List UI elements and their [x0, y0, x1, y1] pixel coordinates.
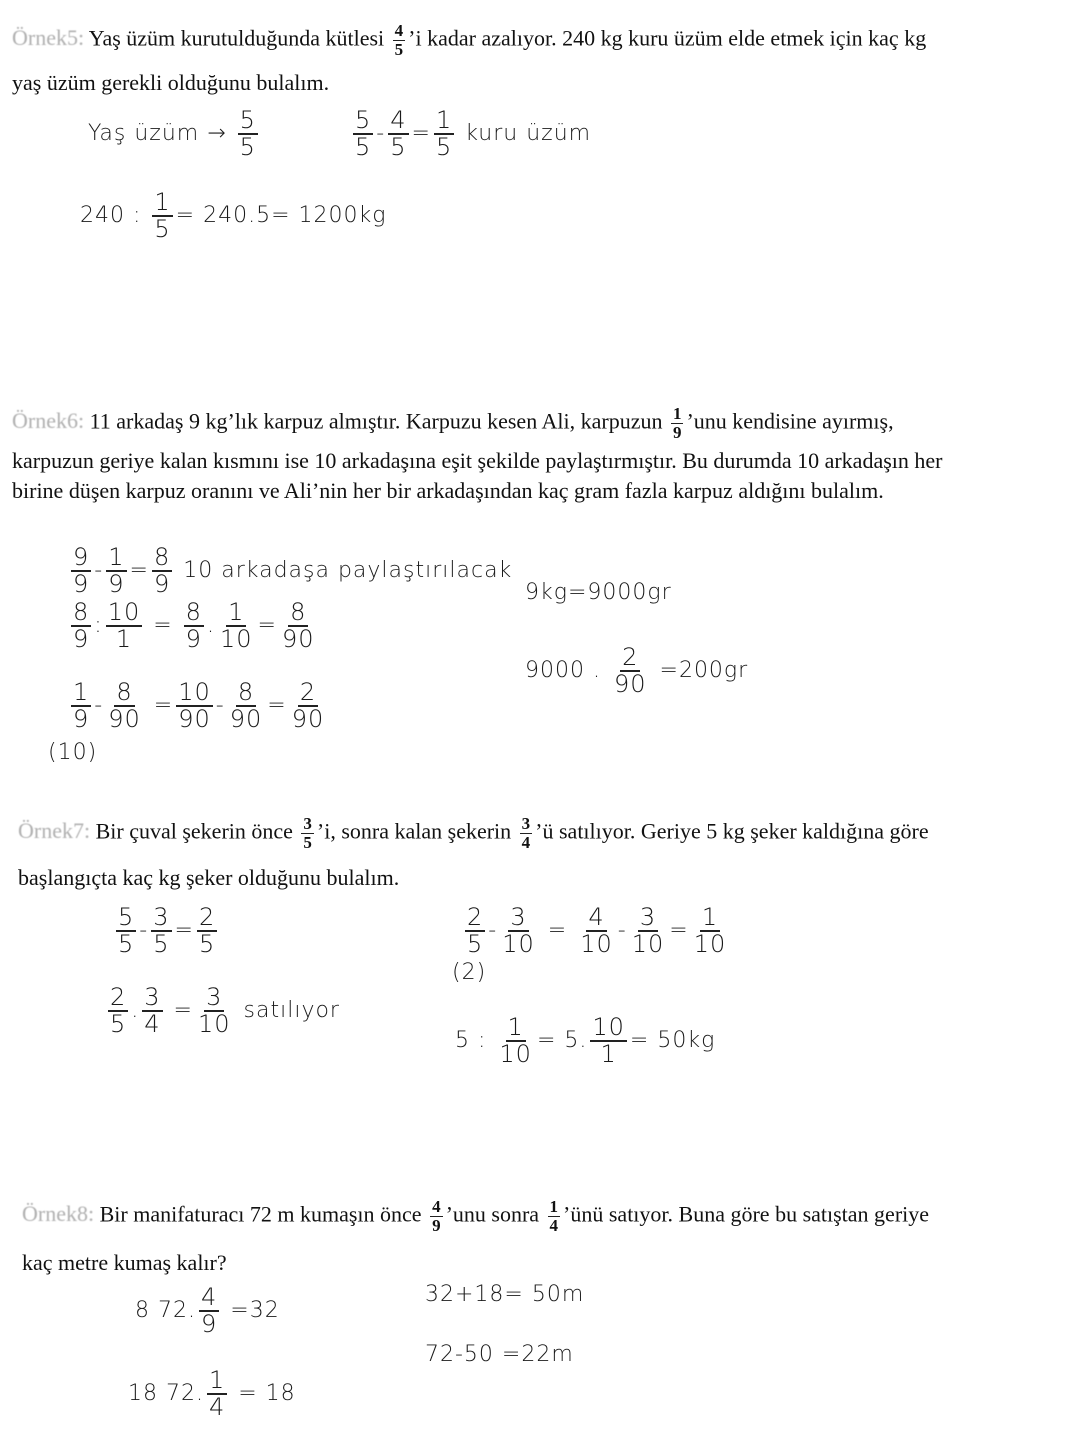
- handwritten-solution-line: [68, 545, 512, 597]
- fraction: [71, 545, 91, 597]
- fraction-numerator: 4: [432, 1197, 441, 1216]
- fraction: [548, 1198, 561, 1235]
- handwritten-solution-line: [48, 740, 97, 765]
- fraction-numerator: 1: [549, 1197, 559, 1216]
- text-run: 32+18= 50m: [425, 1282, 585, 1307]
- text-run: ’unu kendisine ayırmış,: [686, 408, 894, 434]
- fraction: [71, 680, 91, 732]
- handwritten-solution-line: [350, 108, 591, 160]
- fraction-denominator: 10: [198, 1010, 231, 1039]
- example-label: Örnek8:: [22, 1201, 100, 1227]
- handwritten-solution-line: [68, 680, 329, 732]
- handwritten-solution-line: [80, 190, 386, 242]
- fraction-numerator: 2: [467, 903, 484, 931]
- fraction: [207, 1368, 227, 1420]
- fraction: [151, 905, 171, 957]
- fraction: [430, 1198, 443, 1235]
- text-run: =: [165, 998, 193, 1024]
- problem-text-line: [22, 1250, 227, 1276]
- fraction-denominator: 4: [521, 832, 531, 852]
- fraction-numerator: 1: [108, 543, 125, 571]
- text-run: ’unu sonra: [445, 1201, 545, 1227]
- fraction-denominator: 90: [613, 670, 647, 699]
- fraction: [108, 985, 128, 1037]
- fraction: [578, 905, 615, 957]
- text-run: =: [145, 693, 174, 719]
- fraction-numerator: 1: [73, 678, 90, 706]
- text-run: (2): [452, 960, 487, 985]
- text-run: 240 :: [80, 203, 150, 229]
- fraction-denominator: 9: [73, 625, 90, 654]
- text-run: .: [206, 613, 215, 639]
- text-run: 5 :: [455, 1028, 495, 1054]
- fraction-denominator: 90: [291, 705, 325, 734]
- fraction-numerator: 4: [588, 903, 605, 931]
- fraction-numerator: 8: [73, 598, 90, 626]
- fraction-denominator: 10: [502, 930, 535, 959]
- fraction-denominator: 5: [110, 1010, 127, 1039]
- handwritten-solution-line: [425, 1282, 584, 1307]
- fraction: [197, 905, 217, 957]
- problem-text-line: [22, 1198, 929, 1235]
- fraction-numerator: 3: [144, 983, 161, 1011]
- fraction-numerator: 10: [107, 598, 141, 626]
- text-run: 72-50 =22m: [425, 1342, 574, 1367]
- problem-text-line: [18, 865, 399, 891]
- text-run: (10): [48, 740, 98, 765]
- fraction-denominator: 4: [144, 1010, 161, 1039]
- fraction-denominator: 90: [108, 705, 141, 734]
- text-run: 10 arkadaşa paylaştırılacak: [175, 558, 513, 584]
- fraction: [116, 905, 136, 957]
- text-run: =: [267, 693, 287, 719]
- handwritten-solution-line: [462, 905, 731, 957]
- text-run: -: [617, 918, 627, 944]
- text-run: =: [174, 918, 194, 944]
- fraction: [290, 680, 327, 732]
- handwritten-solution-line: [135, 1285, 280, 1337]
- text-run: -: [139, 918, 149, 944]
- text-run: = 18: [230, 1381, 296, 1407]
- problem-text-line: [18, 815, 929, 852]
- fraction-denominator: 5: [198, 930, 216, 959]
- fraction-denominator: 90: [229, 705, 263, 734]
- handwritten-solution-line: [455, 1015, 715, 1067]
- problem-text-line: [12, 448, 942, 474]
- fraction: [520, 815, 533, 852]
- fraction-numerator: 1: [701, 903, 719, 931]
- fraction-numerator: 3: [639, 903, 657, 931]
- fraction-numerator: 3: [521, 814, 531, 833]
- fraction-denominator: 4: [208, 1393, 226, 1422]
- text-run: Bir çuval şekerin önce: [95, 818, 299, 844]
- example-label: Örnek6:: [12, 408, 90, 434]
- fraction-denominator: 10: [580, 930, 613, 959]
- fraction: [106, 545, 126, 597]
- fraction: [497, 1015, 534, 1067]
- fraction-denominator: 5: [355, 133, 372, 162]
- fraction-denominator: 5: [239, 133, 256, 162]
- fraction-numerator: 1: [507, 1013, 524, 1041]
- fraction: [500, 905, 537, 957]
- fraction: [692, 905, 729, 957]
- fraction-numerator: 8: [185, 598, 202, 626]
- fraction: [152, 190, 172, 242]
- fraction-numerator: 1: [154, 188, 171, 216]
- handwritten-solution-line: [452, 960, 486, 985]
- fraction-denominator: 1: [115, 625, 133, 654]
- fraction: [71, 600, 91, 652]
- text-run: =: [669, 918, 689, 944]
- fraction-denominator: 5: [435, 133, 453, 162]
- text-run: -: [376, 121, 386, 147]
- fraction-numerator: 10: [178, 678, 211, 706]
- fraction: [434, 108, 454, 160]
- fraction: [353, 108, 373, 160]
- text-run: -: [94, 558, 104, 584]
- text-run: =: [145, 613, 181, 639]
- handwritten-solution-line: [525, 645, 748, 697]
- fraction-denominator: 5: [467, 930, 484, 959]
- text-run: ’ünü satıyor. Buna göre bu satıştan geriye: [563, 1201, 930, 1227]
- fraction-denominator: 9: [73, 705, 90, 734]
- problem-text-line: [12, 478, 884, 504]
- fraction-denominator: 9: [200, 1310, 218, 1339]
- text-run: satılıyor: [235, 998, 340, 1024]
- problem-text-line: [12, 405, 894, 442]
- text-run: :: [94, 613, 103, 639]
- fraction-numerator: 3: [303, 814, 312, 833]
- text-run: 9000 .: [525, 658, 609, 684]
- fraction-numerator: 1: [672, 404, 682, 423]
- fraction: [218, 600, 255, 652]
- fraction-denominator: 90: [178, 705, 211, 734]
- text-run: kaç metre kumaş kalır?: [22, 1250, 227, 1275]
- fraction-numerator: 8: [153, 543, 171, 571]
- text-run: =: [539, 918, 576, 944]
- text-run: ’i, sonra kalan şekerin: [316, 818, 517, 844]
- fraction: [590, 1015, 627, 1067]
- fraction: [280, 600, 317, 652]
- fraction-denominator: 5: [154, 215, 171, 244]
- problem-text-line: [12, 22, 926, 59]
- problem-text-line: [12, 70, 329, 96]
- fraction: [196, 985, 233, 1037]
- text-run: Bir manifaturacı 72 m kumaşın önce: [99, 1201, 428, 1227]
- fraction-denominator: 4: [549, 1215, 559, 1235]
- fraction: [612, 645, 649, 697]
- fraction: [228, 680, 265, 732]
- fraction-numerator: 4: [390, 106, 407, 134]
- fraction-denominator: 10: [219, 625, 253, 654]
- fraction: [238, 108, 258, 160]
- text-run: yaş üzüm gerekli olduğunu bulalım.: [12, 70, 330, 95]
- text-run: -: [488, 918, 498, 944]
- text-run: karpuzun geriye kalan kısmını ise 10 arkadaşına eşit şekilde paylaştırmıştır. Bu durumda 10 arkadaşın her: [12, 448, 943, 473]
- example-label: Örnek7:: [18, 818, 96, 844]
- text-run: .: [131, 998, 140, 1024]
- fraction-numerator: 1: [208, 1366, 226, 1394]
- fraction-denominator: 90: [281, 625, 315, 654]
- fraction-denominator: 10: [693, 930, 727, 959]
- fraction-denominator: 5: [153, 930, 170, 959]
- fraction-numerator: 8: [237, 678, 255, 706]
- fraction-denominator: 5: [390, 133, 407, 162]
- handwritten-solution-line: [113, 905, 220, 957]
- fraction-denominator: 9: [185, 625, 202, 654]
- fraction: [106, 600, 143, 652]
- text-run: ’i kadar azalıyor. 240 kg kuru üzüm elde etmek için kaç kg: [408, 25, 927, 51]
- fraction: [106, 680, 143, 732]
- fraction: [465, 905, 485, 957]
- fraction-numerator: 4: [200, 1283, 218, 1311]
- fraction: [388, 108, 408, 160]
- fraction: [184, 600, 204, 652]
- fraction: [630, 905, 667, 957]
- fraction: [393, 22, 406, 59]
- fraction: [176, 680, 213, 732]
- fraction-numerator: 2: [198, 903, 216, 931]
- example-label: Örnek5:: [12, 25, 89, 51]
- fraction-denominator: 10: [499, 1040, 532, 1069]
- fraction-numerator: 9: [73, 543, 90, 571]
- fraction-denominator: 5: [118, 930, 135, 959]
- text-run: 11 arkadaş 9 kg’lık karpuz almıştır. Karpuzu kesen Ali, karpuzun: [89, 408, 668, 434]
- text-run: kuru üzüm: [457, 121, 592, 147]
- handwritten-solution-line: [425, 1342, 574, 1367]
- text-run: birine düşen karpuz oranını ve Ali’nin her bir arkadaşından kaç gram fazla karpuz aldığını bulalım.: [12, 478, 884, 503]
- handwritten-solution-line: [128, 1368, 296, 1420]
- text-run: 9kg=9000gr: [525, 580, 672, 605]
- fraction-numerator: 5: [355, 106, 372, 134]
- fraction-numerator: 4: [394, 21, 404, 40]
- fraction-denominator: 9: [432, 1215, 441, 1235]
- text-run: = 5.: [536, 1028, 588, 1054]
- text-run: =: [129, 558, 149, 584]
- fraction-denominator: 5: [303, 832, 312, 852]
- fraction-numerator: 2: [622, 643, 639, 671]
- text-run: = 240.5= 1200kg: [175, 203, 387, 229]
- text-run: -: [215, 693, 225, 719]
- text-run: =: [411, 121, 431, 147]
- text-run: =200gr: [651, 658, 749, 684]
- fraction: [142, 985, 162, 1037]
- handwritten-solution-line: [105, 985, 340, 1037]
- fraction-numerator: 8: [116, 678, 133, 706]
- text-run: başlangıçta kaç kg şeker olduğunu bulalım.: [18, 865, 400, 890]
- fraction-denominator: 9: [108, 570, 125, 599]
- fraction-denominator: 9: [73, 570, 90, 599]
- text-run: =: [257, 613, 277, 639]
- text-run: 8 72.: [135, 1298, 196, 1324]
- fraction-numerator: 2: [299, 678, 317, 706]
- text-run: = 50kg: [629, 1028, 716, 1054]
- fraction-denominator: 9: [153, 570, 171, 599]
- fraction-numerator: 5: [118, 903, 135, 931]
- text-run: ’ü satılıyor. Geriye 5 kg şeker kaldığına göre: [535, 818, 929, 844]
- fraction-numerator: 1: [228, 598, 245, 626]
- text-run: 18 72.: [128, 1381, 204, 1407]
- fraction: [199, 1285, 219, 1337]
- fraction-denominator: 1: [600, 1040, 617, 1069]
- fraction-numerator: 5: [239, 106, 256, 134]
- fraction-numerator: 3: [510, 903, 527, 931]
- fraction-numerator: 10: [592, 1013, 625, 1041]
- fraction-numerator: 1: [435, 106, 453, 134]
- fraction: [301, 815, 314, 852]
- text-run: Yaş üzüm kurutulduğunda kütlesi: [88, 25, 390, 51]
- fraction-numerator: 8: [290, 598, 307, 626]
- fraction-numerator: 3: [206, 983, 223, 1011]
- text-run: -: [94, 693, 104, 719]
- text-run: =32: [222, 1298, 280, 1324]
- fraction-denominator: 10: [631, 930, 665, 959]
- fraction-denominator: 5: [394, 39, 404, 59]
- handwritten-solution-line: [525, 580, 672, 605]
- fraction: [671, 405, 684, 442]
- handwritten-solution-line: [68, 600, 319, 652]
- fraction: [152, 545, 172, 597]
- handwritten-solution-line: [88, 108, 261, 160]
- fraction-numerator: 3: [153, 903, 170, 931]
- text-run: Yaş üzüm →: [88, 121, 235, 147]
- fraction-denominator: 9: [672, 422, 682, 442]
- fraction-numerator: 2: [110, 983, 127, 1011]
